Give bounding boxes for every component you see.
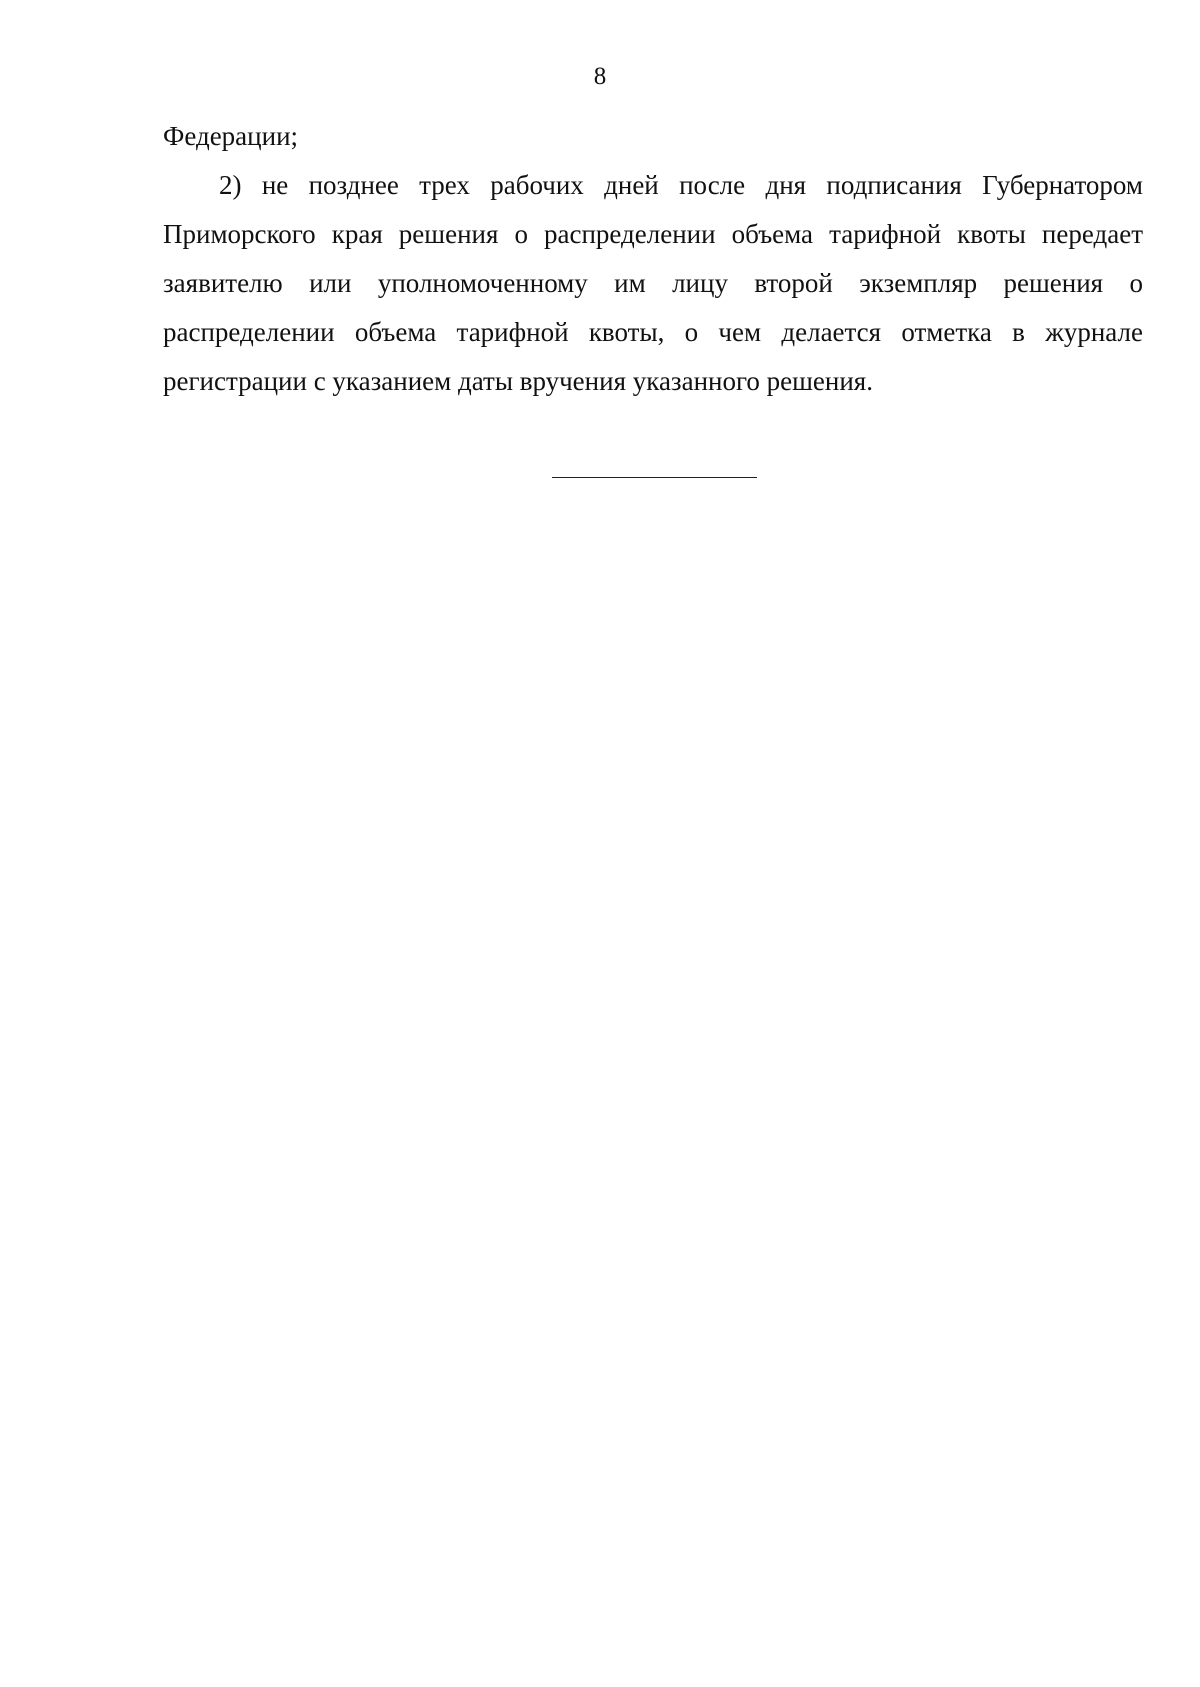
- page-number: 8: [593, 63, 607, 90]
- end-separator-line: [552, 477, 757, 478]
- continuation-text: Федерации;: [163, 121, 299, 151]
- list-item-2: 2) не позднее трех рабочих дней после дня подписания Губернатором Приморского края решения о распределении объема тарифной квоты передает заявителю или уполномоченному им лицу второй экземпляр решения о распределении объема тарифной квоты, о чем делается отметка в журнале регистрации с указанием даты вручения указанного решения.: [163, 170, 1143, 396]
- document-body: [163, 112, 1143, 406]
